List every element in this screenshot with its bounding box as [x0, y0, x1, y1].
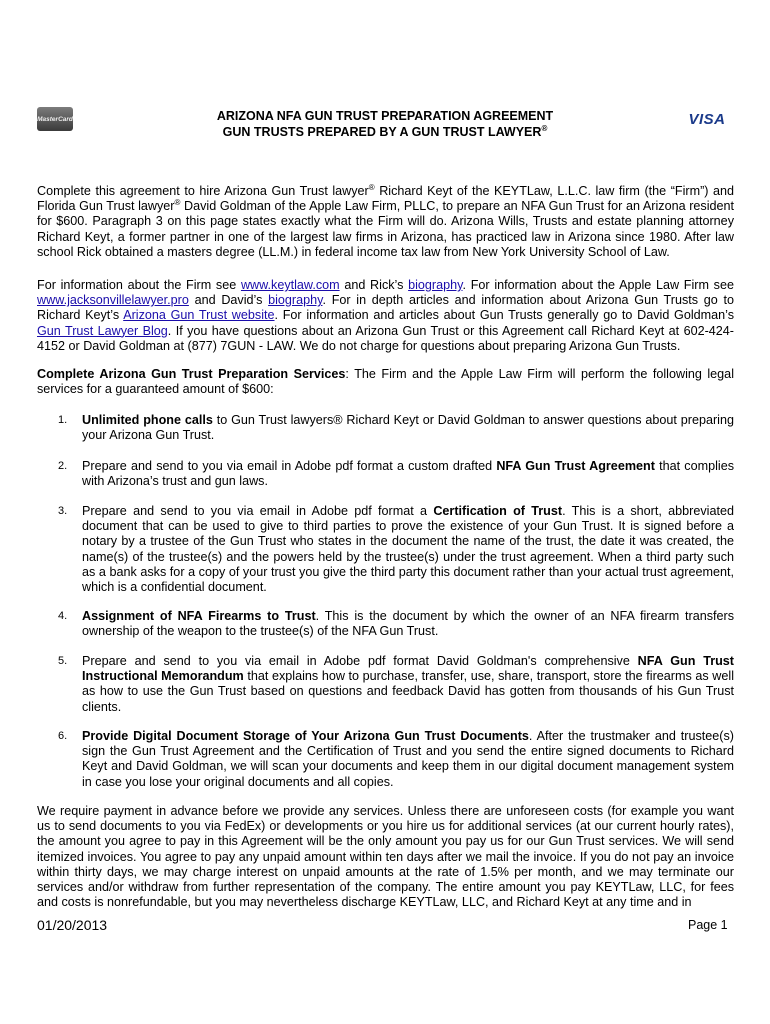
info-text-4: and David’s	[188, 293, 269, 308]
registered-mark: ®	[174, 198, 181, 208]
arizona-gun-trust-website-link[interactable]: Arizona Gun Trust website	[123, 308, 275, 323]
list-item-text: . After the trustmaker and trustee(s) sign the Gun Trust Agreement and the Certification of Trust and you send the entire signed documents to Richard Keyt and David Goldman, we will scan your documents and keep them in our digital document management system in case you lose your original documents and all copies.	[82, 729, 734, 789]
list-item-bold: Unlimited phone calls	[82, 413, 213, 427]
visa-logo-text: VISA	[688, 111, 726, 129]
list-item-number: 1.	[58, 414, 68, 426]
list-item-bold: NFA Gun Trust Agreement	[496, 459, 655, 473]
info-text-2: and Rick’s	[339, 278, 409, 292]
info-text-7: . If you have questions about an Arizona Gun Trust or this Agreement call Richard Keyt at 602-424-4152 or David Goldman at (877) 7GUN - LAW. We do not charge for questions about preparing Arizona Gun Trusts.	[37, 323, 734, 353]
title-line-1: ARIZONA NFA GUN TRUST PREPARATION AGREEMENT	[216, 109, 554, 123]
registered-mark: ®	[541, 123, 548, 133]
footer-date: 01/20/2013	[37, 917, 108, 933]
document-title	[0, 108, 770, 129]
list-item-text: that explains how to purchase, transfer, use, share, transport, store the firearms as well as how to use the Gun Trust based on questions and feedback David has gotten from thousands of his Gun Trust clients.	[82, 669, 735, 714]
services-heading: Complete Arizona Gun Trust Preparation Services	[37, 367, 346, 381]
page-number: Page 1	[688, 918, 728, 932]
list-item-text: that complies with Arizona’s trust and gun laws.	[82, 459, 735, 489]
mastercard-logo-text: MasterCard	[37, 115, 73, 123]
david-biography-link[interactable]: biography	[268, 293, 323, 308]
intro-paragraph	[37, 184, 734, 260]
list-item-text: . This is the document by which the owner of an NFA firearm transfers ownership of the weapon to the trustee(s) of the NFA Gun Trust.	[82, 609, 734, 639]
info-paragraph	[37, 278, 734, 354]
jacksonvillelawyer-link[interactable]: www.jacksonvillelawyer.pro	[37, 293, 189, 308]
list-item-text: . This is a short, abbreviated document that can be used to give to third parties to prove the existence of your Gun Trust. It is signed before a notary by a trustee of the Gun Trust who states in the document the name of the trust, the date it was created, the name(s) of the trustee(s) and the powers held by the trustee(s) under the trust agreement. When a third party such as a bank asks for a copy of your trust you give the third party this document rather than your actual trust agreement, which is a confidential document.	[82, 504, 734, 595]
info-text-3: . For information about the Apple Law Firm see	[462, 278, 734, 292]
list-item-number: 6.	[58, 730, 68, 742]
intro-text-3: David Goldman of the Apple Law Firm, PLLC, to prepare an NFA Gun Trust for an Arizona resident for $600. Paragraph 3 on this page states exactly what the Firm will do. Arizona Wills, Trusts and estate planning attorney Richard Keyt, a former partner in one of the largest law firms in Arizona, has practiced law in Arizona since 1980. After law school Rick obtained a masters degree (LL.M.) in federal income tax law from New York University School of Law.	[37, 199, 734, 259]
document-subtitle	[0, 124, 770, 141]
intro-text-2: Richard Keyt of the KEYTLaw, L.L.C. law firm (the “Firm”) and Florida Gun Trust lawyer	[37, 184, 735, 214]
info-text-6: . For information and articles about Gun Trusts generally go to David Goldman’s	[274, 308, 734, 323]
list-item-pre: Prepare and send to you via email in Adobe pdf format a custom drafted	[82, 459, 497, 473]
title-line-2: GUN TRUSTS PREPARED BY A GUN TRUST LAWYER	[222, 125, 542, 139]
registered-mark: ®	[368, 182, 375, 192]
list-item-pre: Prepare and send to you via email in Adobe pdf format a	[82, 504, 434, 518]
services-paragraph	[37, 367, 734, 397]
rick-biography-link[interactable]: biography	[408, 278, 463, 292]
intro-text-1: Complete this agreement to hire Arizona Gun Trust lawyer	[37, 184, 369, 198]
list-item-number: 5.	[58, 655, 68, 667]
services-text: : The Firm and the Apple Law Firm will perform the following legal services for a guaranteed amount of $600:	[37, 367, 734, 397]
list-item-number: 2.	[58, 460, 68, 472]
list-item-pre: Prepare and send to you via email in Adobe pdf format David Goldman's comprehensive	[82, 654, 638, 668]
list-item-bold: Provide Digital Document Storage of Your Arizona Gun Trust Documents	[82, 729, 529, 743]
list-item-bold: Certification of Trust	[433, 504, 563, 518]
gun-trust-lawyer-blog-link[interactable]: Gun Trust Lawyer Blog	[37, 323, 168, 338]
payment-paragraph: We require payment in advance before we provide any services. Unless there are unforeseen costs (for example you want us to send documents to you via FedEx) or developments or you hire us for additional services (at our current hourly rates), the amount you agree to pay in this Agreement will be the only amount you pay us for our Gun Trust services. We will send itemized invoices. You agree to pay any unpaid amount within ten days after we mail the invoice. If you do not pay an invoice within thirty days, we may charge interest on unpaid amounts at the rate of 1.5% per month, and we may terminate our services and/or withdraw from further representation of the company. The entire amount you pay KEYTLaw, LLC, for fees and costs is nonrefundable, but you may nevertheless discharge KEYTLaw, LLC, and Richard Keyt at any time and in	[37, 804, 734, 910]
info-text-5: . For in depth articles and information about Arizona Gun Trusts go to Richard Keyt’s	[37, 293, 734, 323]
list-item-number: 3.	[58, 505, 68, 517]
list-item-bold: Assignment of NFA Firearms to Trust	[82, 609, 316, 623]
list-item-text: to Gun Trust lawyers® Richard Keyt or David Goldman to answer questions about preparing your Arizona Gun Trust.	[82, 413, 734, 443]
info-text-1: For information about the Firm see	[37, 278, 241, 292]
keytlaw-link[interactable]: www.keytlaw.com	[240, 278, 340, 292]
list-item-bold: NFA Gun Trust Instructional Memorandum	[82, 654, 734, 684]
list-item-number: 4.	[58, 610, 68, 622]
